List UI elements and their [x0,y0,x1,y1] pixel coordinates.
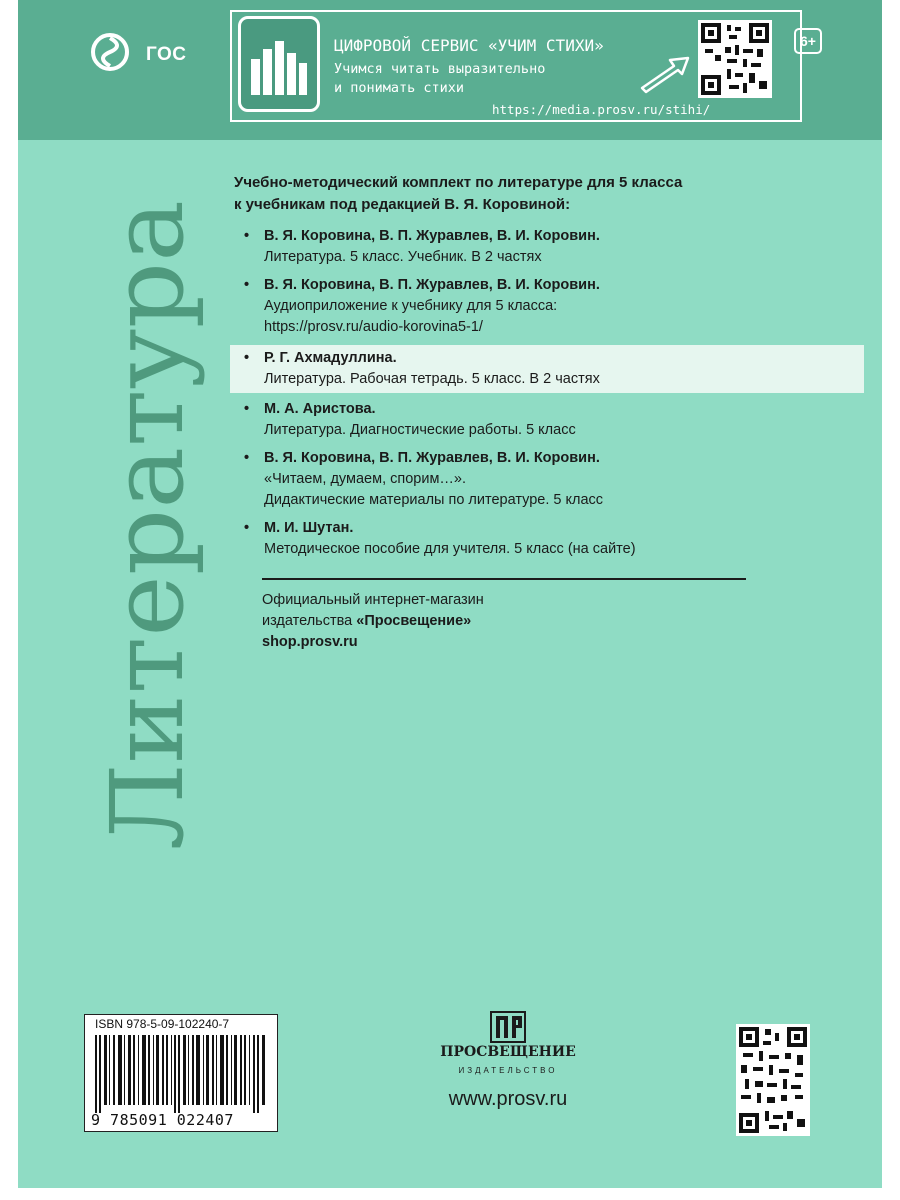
item-author: Р. Г. Ахмадуллина. [264,350,397,366]
svg-text:Литература: Литература [89,223,206,850]
item-author: В. Я. Коровина, В. П. Журавлев, В. И. Коровин. [264,228,600,244]
publisher-name: ПРОСВЕЩЕНИЕ [440,1044,576,1060]
kit-intro-line1: Учебно-методический комплект по литературе для 5 класса [234,174,683,191]
item-title: Литература. 5 класс. Учебник. В 2 частях [264,249,542,265]
shop-url[interactable]: shop.prosv.ru [262,634,358,650]
bullet-icon: • [244,350,250,366]
list-item [234,226,844,268]
list-item [234,275,844,338]
item-title: Аудиоприложение к учебнику для 5 класса: [264,298,558,314]
bullet-icon: • [244,450,250,466]
item-title: Литература. Рабочая тетрадь. 5 класс. В 2 частях [264,371,600,387]
top-banner [18,0,882,140]
service-title: ЦИФРОВОЙ СЕРВИС «УЧИМ СТИХИ» [334,36,604,55]
item-title: Литература. Диагностические работы. 5 класс [264,422,576,438]
shop-line2-prefix: издательства [262,613,357,629]
list-item-highlighted [230,345,864,393]
book-back-cover [18,0,882,1188]
isbn-label: ISBN 978-5-09-102240-7 [95,1017,230,1031]
cover-title [70,180,210,860]
kit-intro [234,172,814,216]
qr-code-icon[interactable] [698,20,772,98]
isbn-digits: 9 785091 022407 [91,1111,234,1129]
item-link[interactable]: https://prosv.ru/audio-korovina5-1/ [264,319,483,335]
kit-intro-line2: к учебникам под редакцией В. Я. Коровиной: [234,196,571,213]
item-author: М. И. Шутан. [264,520,354,536]
item-title: Методическое пособие для учителя. 5 класс (на сайте) [264,541,636,557]
service-subtitle-line2: и понимать стихи [334,80,465,96]
list-item [234,518,844,560]
publisher-site[interactable]: www.prosv.ru [448,1088,568,1110]
shop-line1: Официальный интернет-магазин [262,592,484,608]
list-item [234,448,844,511]
shop-publisher-name: «Просвещение» [356,613,472,629]
item-author: М. А. Аристова. [264,401,376,417]
qr-code-bottom-icon[interactable] [736,1024,810,1136]
service-url[interactable]: https://media.prosv.ru/stihi/ [492,102,711,117]
kit-list [234,226,844,567]
bullet-icon: • [244,277,250,293]
publisher-subtitle: ИЗДАТЕЛЬСТВО [458,1066,558,1075]
service-subtitle-line1: Учимся читать выразительно [334,61,546,77]
barcode-icon [95,1035,267,1113]
shop-info [262,590,762,653]
bullet-icon: • [244,228,250,244]
item-subtitle: Дидактические материалы по литературе. 5 класс [264,492,604,508]
item-title: «Читаем, думаем, спорим…». [264,471,467,487]
service-subtitle [334,60,634,98]
fgos-label: ГОС [146,44,187,65]
books-icon [238,16,320,112]
divider [262,578,746,580]
isbn-barcode-block [84,1014,278,1132]
bullet-icon: • [244,401,250,417]
publisher-logo-icon [489,1010,527,1044]
arrow-icon [638,54,692,94]
age-rating-badge: 6+ [794,28,822,54]
item-author: В. Я. Коровина, В. П. Журавлев, В. И. Коровин. [264,277,600,293]
item-author: В. Я. Коровина, В. П. Журавлев, В. И. Коровин. [264,450,600,466]
list-item [234,399,844,441]
bullet-icon: • [244,520,250,536]
